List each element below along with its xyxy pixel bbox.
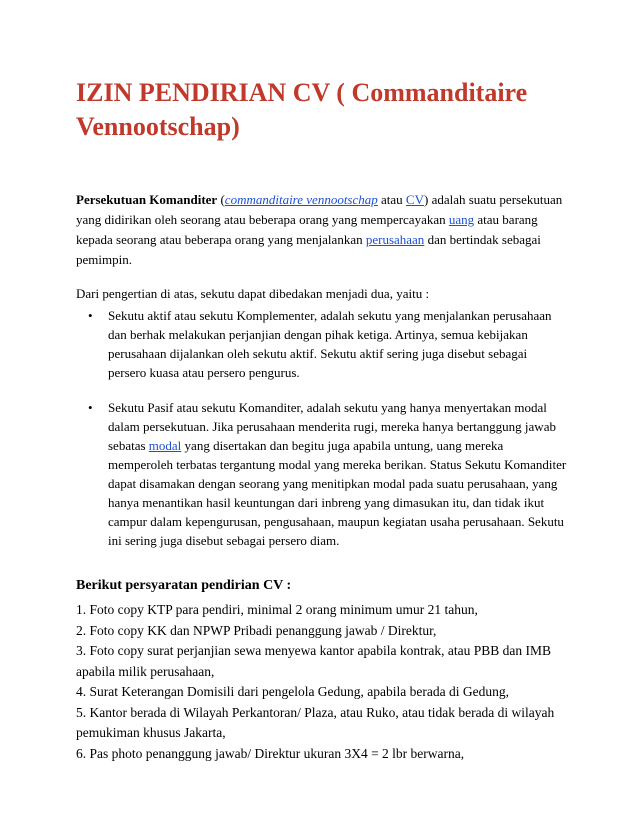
link-modal[interactable]: modal [148,438,182,453]
bold-term: Persekutuan Komanditer [76,192,218,207]
requirements-section [76,576,568,764]
intro-text-2: atau barang kepada seorang atau beberapa orang yang menjalankan [76,212,538,247]
page-title: IZIN PENDIRIAN CV ( Commanditaire Vennootschap) [76,78,528,141]
types-intro-paragraph: Dari pengertian di atas, sekutu dapat dibedakan menjadi dua, yaitu : [76,286,430,301]
requirements-heading: Berikut persyaratan pendirian CV : [76,578,292,593]
list-item-text: Sekutu aktif atau sekutu Komplementer, adalah sekutu yang menjalankan perusahaan dan berhak melakukan perjanjian dengan pihak ketiga. Artinya, semua kebijakan perusahaan dijalankan oleh sekutu aktif. Sekutu aktif sering juga disebut sebagai persero kuasa atau persero pengurus. [108,308,552,380]
requirement-item: 3. Foto copy surat perjanjian sewa menyewa kantor apabila kontrak, atau PBB dan IMB apabila milik perusahaan, [76,643,552,679]
intro-paragraph [76,190,566,270]
link-uang[interactable]: uang [448,212,475,227]
requirement-item: 5. Kantor berada di Wilayah Perkantoran/ Plaza, atau Ruko, atau tidak berada di wilayah pemukiman khusus Jakarta, [76,704,555,740]
requirement-item: 6. Pas photo penanggung jawab/ Direktur ukuran 3X4 = 2 lbr berwarna, [76,745,465,761]
intro-text-3: dan bertindak sebagai pemimpin. [76,232,541,267]
list-item-text-b: yang disertakan dan begitu juga apabila untung, uang mereka memperoleh terbatas tergantung modal yang mereka berikan. Status Sekutu Komanditer dapat disamakan dengan seorang yang menitipkan modal pada suatu perusahaan, yang hanya menantikan hasil keuntungan dari inbreng yang dimasukan itu, dan tidak ikut campur dalam kepengurusan, pengusahaan, maupun kegiatan usaha perusahaan. Sekutu ini sering juga disebut sebagai persero diam. [108,438,567,548]
list-item-active-partner [76,306,568,382]
intro-open-paren: ( [217,192,225,207]
requirement-item: 4. Surat Keterangan Domisili dari pengelola Gedung, apabila berada di Gedung, [76,684,509,699]
list-item-passive-partner [76,398,568,550]
requirement-item: 1. Foto copy KTP para pendiri, minimal 2 orang minimum umur 21 tahun, [76,602,478,617]
bullet-icon: • [88,400,93,415]
list-item-text-a: Sekutu Pasif atau sekutu Komanditer, adalah sekutu yang hanya menyertakan modal dalam persekutuan. Jika perusahaan menderita rugi, mereka hanya bertanggung jawab sebatas [108,400,556,453]
bullet-icon: • [88,308,93,323]
requirement-item: 2. Foto copy KK dan NPWP Pribadi penanggung jawab / Direktur, [76,622,437,638]
intro-text-atau: atau [377,192,406,207]
partner-types-list [76,306,568,550]
link-cv[interactable]: CV [405,192,424,207]
link-commanditaire-vennootschap[interactable]: commanditaire vennootschap [224,192,378,207]
intro-text-1: ) adalah suatu persekutuan yang didirikan oleh seorang atau beberapa orang yang mempercayakan [76,192,563,227]
requirements-list [76,600,568,764]
link-perusahaan[interactable]: perusahaan [365,232,425,247]
